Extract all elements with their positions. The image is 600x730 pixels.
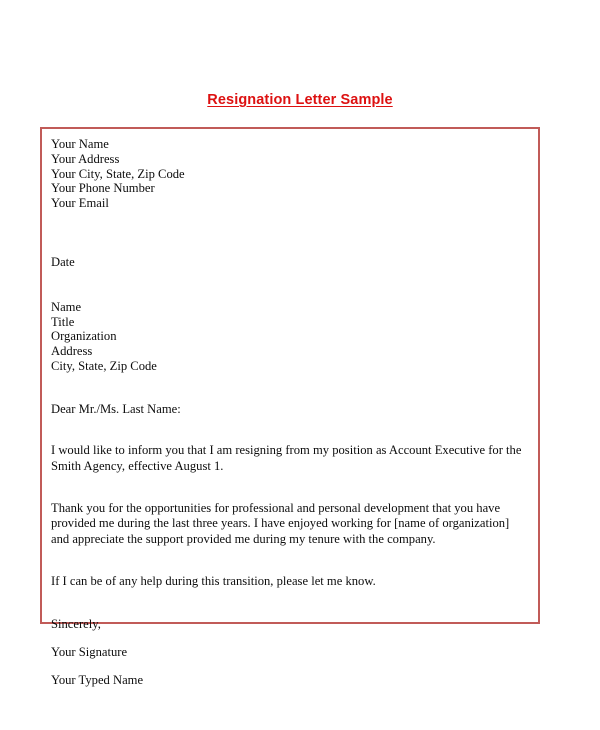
recipient-title: Title — [51, 314, 75, 329]
closing-block — [51, 617, 529, 687]
sender-address-block — [51, 137, 529, 211]
sender-address: Your Address — [51, 151, 120, 166]
page-title: Resignation Letter Sample — [207, 92, 393, 108]
spacer-after-paragraph-1 — [51, 475, 529, 501]
date-block — [51, 255, 529, 270]
spacer-after-paragraph-2 — [51, 547, 529, 574]
body-paragraph-1: I would like to inform you that I am resigning from my position as Account Executive for the Smith Agency, effective August 1. — [51, 443, 522, 473]
recipient-organization: Organization — [51, 329, 117, 344]
spacer-after-recipient — [51, 374, 529, 402]
letter-content — [51, 137, 529, 687]
recipient-city-state: City, State, Zip Code — [51, 358, 157, 373]
sender-city-state: Your City, State, Zip Code — [51, 166, 185, 181]
salutation: Dear Mr./Ms. Last Name: — [51, 401, 181, 416]
body-paragraph-3: If I can be of any help during this transition, please let me know. — [51, 574, 376, 589]
recipient-name: Name — [51, 299, 82, 314]
letter-date: Date — [51, 254, 75, 269]
recipient-address: Address — [51, 344, 93, 359]
signature-line: Your Signature — [51, 644, 128, 659]
spacer-after-salutation — [51, 417, 529, 443]
spacer-after-paragraph-3 — [51, 590, 529, 617]
spacer-after-sender — [51, 211, 529, 255]
sender-name: Your Name — [51, 137, 109, 151]
spacer-after-date — [51, 270, 529, 300]
typed-name: Your Typed Name — [51, 672, 144, 687]
sender-email: Your Email — [51, 196, 109, 211]
sender-phone: Your Phone Number — [51, 181, 155, 196]
body-paragraph-2: Thank you for the opportunities for professional and personal development that you have provided me during the last three years. I have enjoyed working for [name of organization] and appreciate the support provided me during my tenure with the company. — [51, 500, 510, 546]
recipient-address-block — [51, 300, 529, 374]
letter-frame — [40, 127, 540, 687]
valediction: Sincerely, — [51, 616, 101, 631]
